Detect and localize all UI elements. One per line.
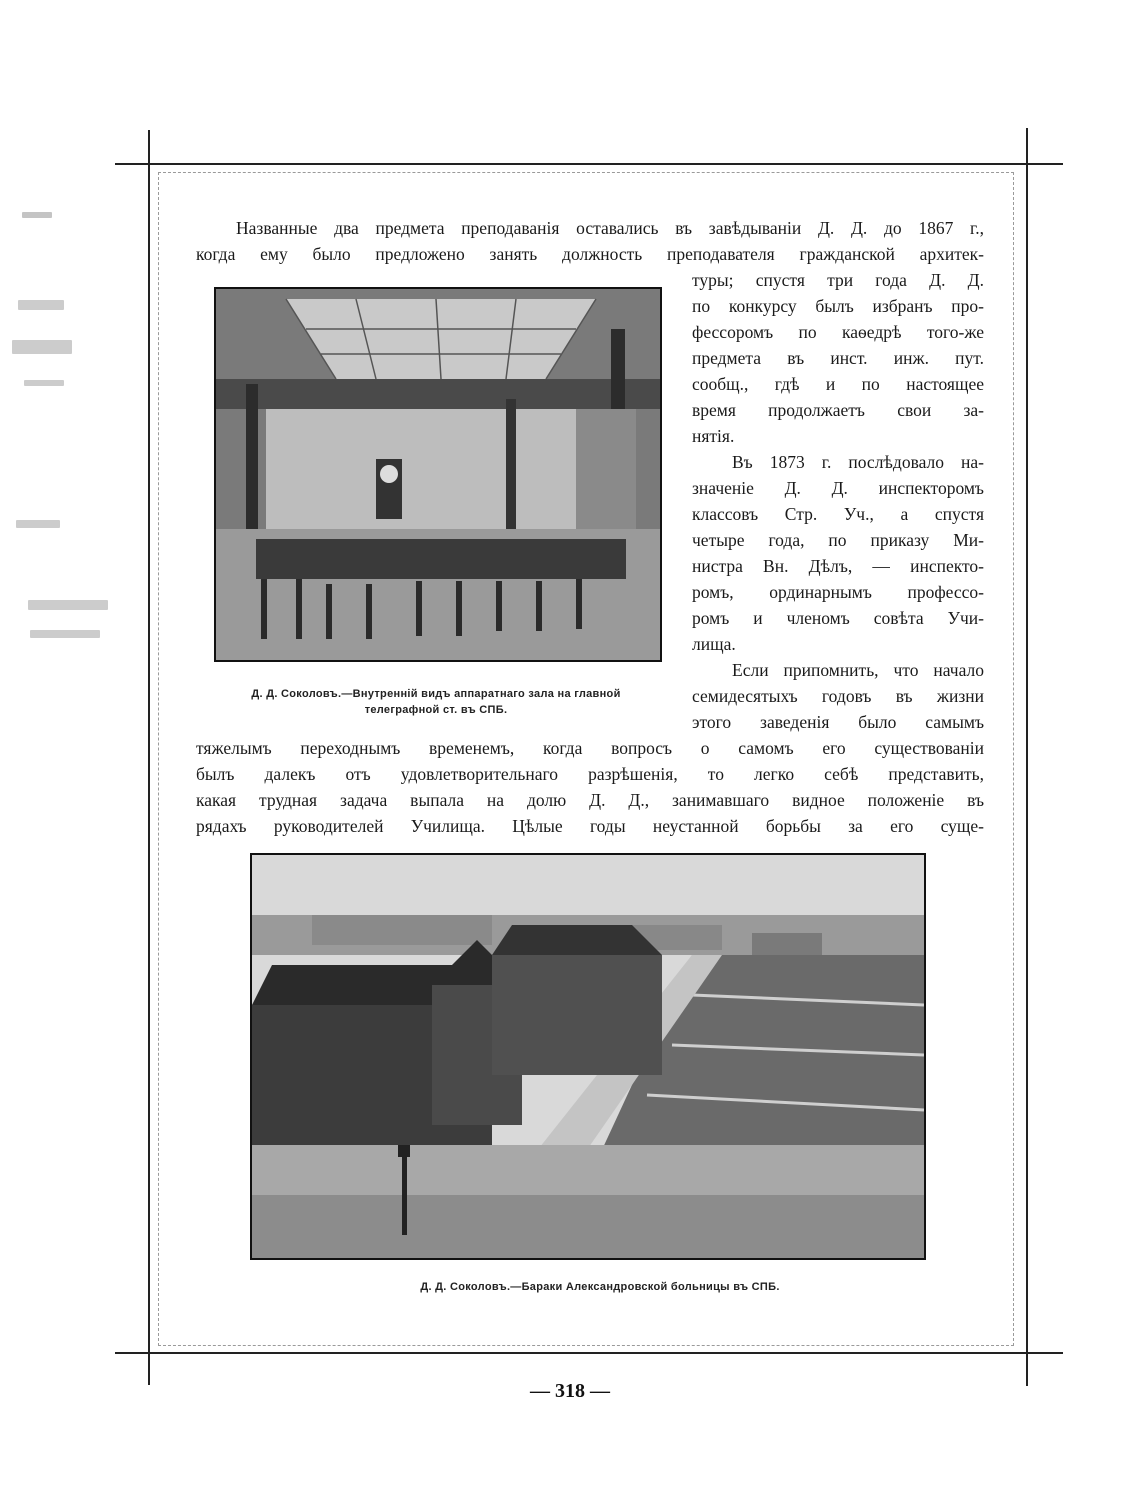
paragraph-2-line-1: тяжелымъ переходнымъ временемъ, когда вопросъ о самомъ его существованіи (196, 738, 984, 758)
paragraph-2-line-2: былъ далекъ отъ удовлетворительнаго разрѣшенія, то легко себѣ представить, (196, 764, 984, 784)
figure-1-caption-line-2: телеграфной ст. въ СПБ. (364, 704, 508, 716)
right-line: время продолжаетъ свои за- (692, 400, 984, 420)
page-number: — 318 — (530, 1380, 610, 1402)
hospital-barracks-illustration (252, 855, 924, 1258)
right-line: нистра Вн. Дѣлъ, — инспекто- (692, 556, 984, 576)
right-line: туры; спустя три года Д. Д. (692, 270, 984, 290)
right-line: по конкурсу былъ избранъ про- (692, 296, 984, 316)
right-line: предмета въ инст. инж. пут. (692, 348, 984, 368)
right-line: семидесятыхъ годовъ въ жизни (692, 686, 984, 706)
right-line: четыре года, по приказу Ми- (692, 530, 984, 550)
figure-2-caption: Д. Д. Соколовъ.—Бараки Александровской больницы въ СПБ. (420, 1281, 780, 1293)
right-line: ромъ, ординарнымъ профессо- (692, 582, 984, 602)
right-line: лища. (692, 634, 736, 654)
right-rule (1026, 128, 1028, 1386)
right-line: фессоромъ по каѳедрѣ того-же (692, 322, 984, 342)
right-line: значеніе Д. Д. инспекторомъ (692, 478, 984, 498)
right-line: Если припомнить, что начало (732, 660, 984, 680)
telegraph-hall-photo (214, 287, 662, 662)
hospital-barracks-photo (250, 853, 926, 1260)
left-rule (148, 130, 150, 1385)
paragraph-1-line-2: когда ему было предложено занять должность преподавателя гражданской архитек- (196, 244, 984, 264)
top-rule (115, 163, 1063, 165)
paragraph-1-line-1: Названные два предмета преподаванія оставались въ завѣдываніи Д. Д. до 1867 г., (236, 218, 984, 238)
bottom-rule (115, 1352, 1063, 1354)
figure-1-caption-line-1: Д. Д. Соколовъ.—Внутренній видъ аппаратнаго зала на главной (251, 688, 621, 700)
right-line: нятія. (692, 426, 735, 446)
paragraph-2-line-3: какая трудная задача выпала на долю Д. Д., занимавшаго видное положеніе въ (196, 790, 984, 810)
right-line: сообщ., гдѣ и по настоящее (692, 374, 984, 394)
paragraph-2-line-4: рядахъ руководителей Училища. Цѣлые годы неустанной борьбы за его суще- (196, 816, 984, 836)
right-line: ромъ и членомъ совѣта Учи- (692, 608, 984, 628)
right-line: классовъ Стр. Уч., а спустя (692, 504, 984, 524)
telegraph-hall-illustration (216, 289, 660, 660)
right-line: Въ 1873 г. послѣдовало на- (732, 452, 984, 472)
right-line: этого заведенія было самымъ (692, 712, 984, 732)
